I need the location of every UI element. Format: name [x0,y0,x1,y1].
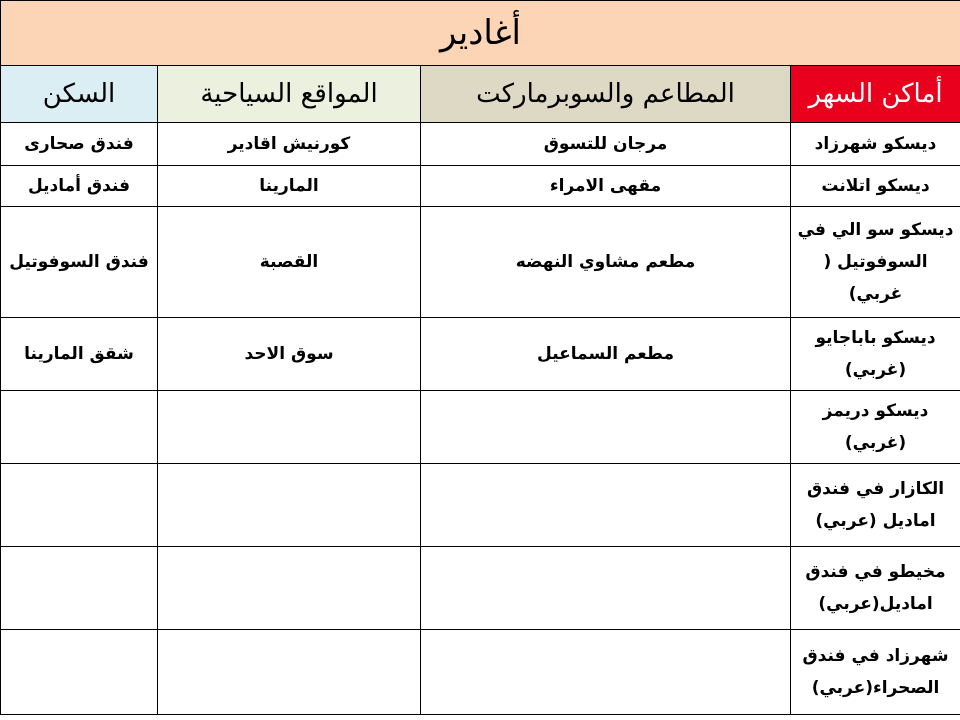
cell-tourist-site [158,391,421,464]
cell-restaurant: مرجان للتسوق [421,123,791,166]
cell-tourist-site: كورنيش اقادير [158,123,421,166]
cell-restaurant: مقهى الامراء [421,166,791,207]
cell-nightlife: ديسكو اتلانت [791,166,960,207]
cell-accommodation: شقق المارينا [1,318,158,391]
cell-restaurant: مطعم مشاوي النهضه [421,207,791,318]
cell-nightlife: الكازار في فندق اماديل (عربي) [791,464,960,547]
cell-accommodation: فندق صحارى [1,123,158,166]
header-nightlife: أماكن السهر [791,66,960,123]
table-row [1,464,960,547]
table-row [1,630,960,715]
cell-tourist-site [158,464,421,547]
cell-accommodation [1,630,158,715]
table-row [1,123,960,166]
table-title: أغادير [1,1,960,66]
cell-restaurant [421,464,791,547]
cell-accommodation [1,547,158,630]
cell-accommodation [1,464,158,547]
cell-accommodation: فندق أماديل [1,166,158,207]
cell-restaurant [421,547,791,630]
cell-restaurant [421,630,791,715]
header-tourist-sites: المواقع السياحية [158,66,421,123]
cell-nightlife: ديسكو شهرزاد [791,123,960,166]
table-row [1,391,960,464]
table-row [1,166,960,207]
cell-nightlife: مخيطو في فندق اماديل(عربي) [791,547,960,630]
cell-nightlife: ديسكو دريمز (غربي) [791,391,960,464]
cell-tourist-site [158,547,421,630]
table-row [1,207,960,318]
header-accommodation: السكن [1,66,158,123]
cell-tourist-site [158,630,421,715]
cell-restaurant [421,391,791,464]
header-restaurants: المطاعم والسوبرماركت [421,66,791,123]
cell-nightlife: ديسكو سو الي في السوفوتيل ( غربي) [791,207,960,318]
cell-nightlife: ديسكو باباجايو (غربي) [791,318,960,391]
table-row [1,547,960,630]
cell-tourist-site: سوق الاحد [158,318,421,391]
table-row [1,318,960,391]
cell-accommodation: فندق السوفوتيل [1,207,158,318]
cell-accommodation [1,391,158,464]
cell-nightlife: شهرزاد في فندق الصحراء(عربي) [791,630,960,715]
cell-tourist-site: القصبة [158,207,421,318]
cell-restaurant: مطعم السماعيل [421,318,791,391]
cell-tourist-site: المارينا [158,166,421,207]
